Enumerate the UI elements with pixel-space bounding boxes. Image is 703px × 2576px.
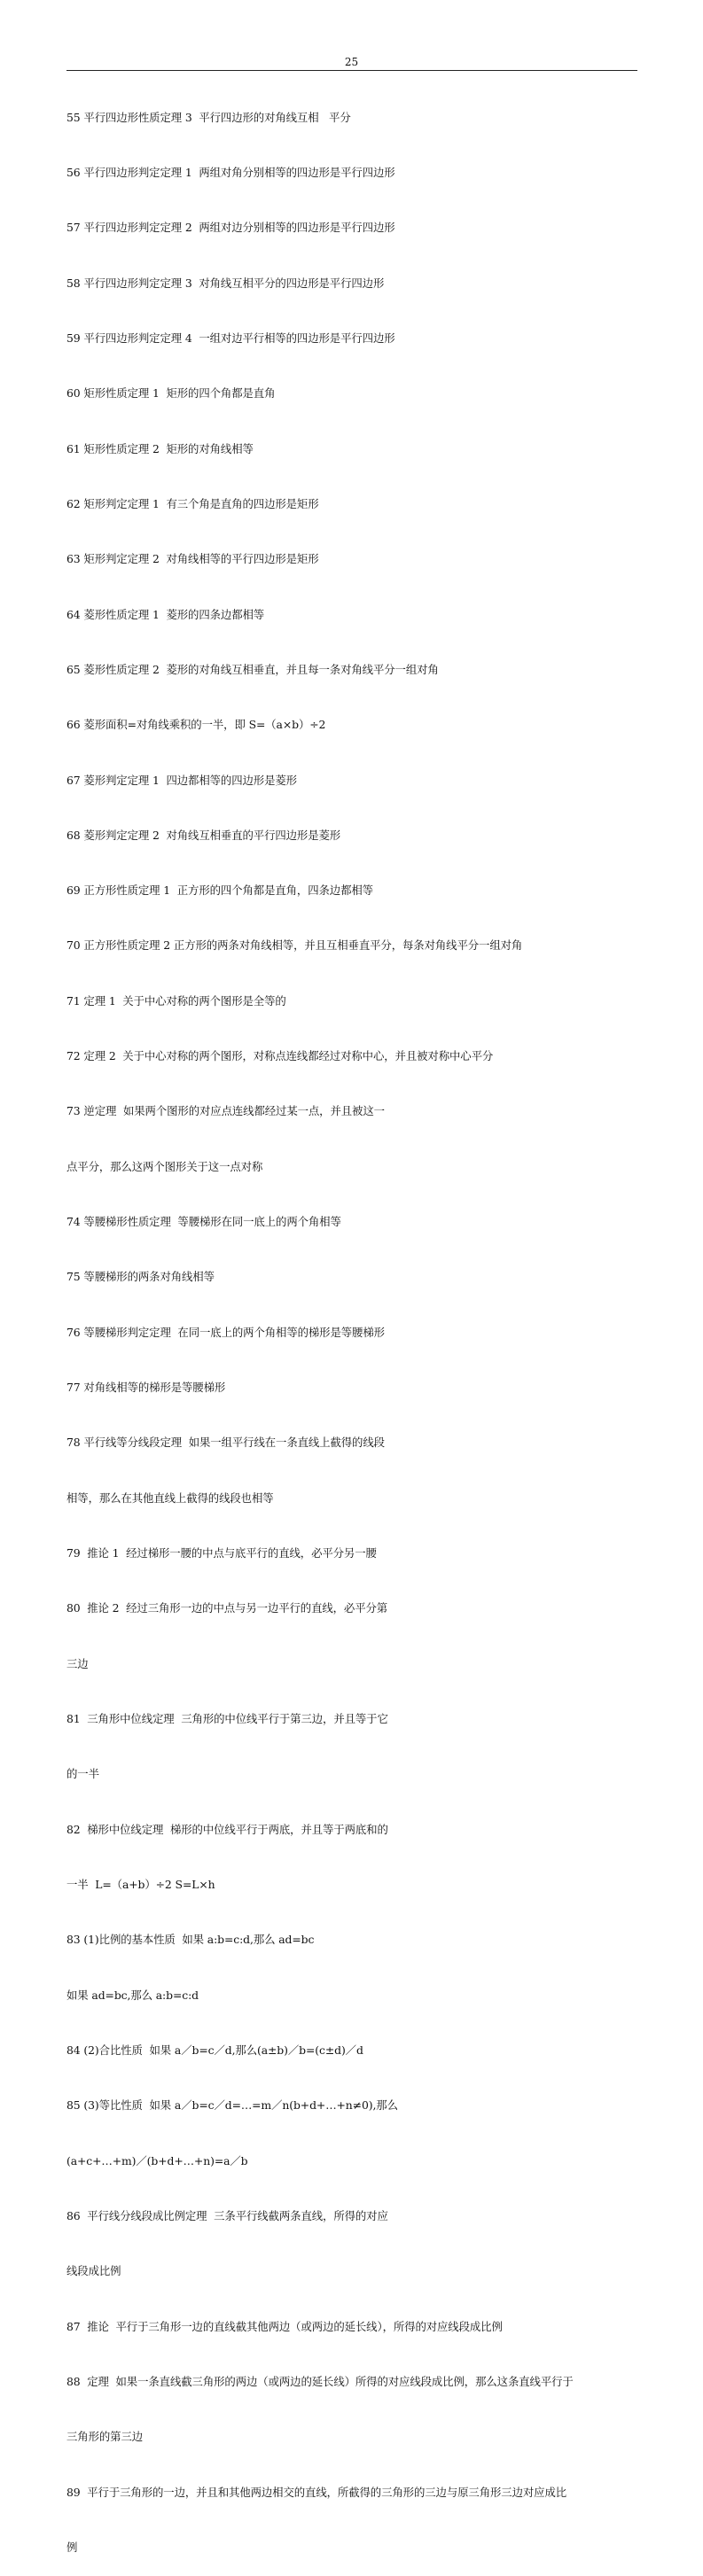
text-line: 55 平行四边形性质定理 3 平行四边形的对角线互相 平分 (66, 110, 351, 124)
text-line: 66 菱形面积=对角线乘积的一半，即 S=（a×b）÷2 (66, 718, 326, 732)
text-line: 82 梯形中位线定理 梯形的中位线平行于两底，并且等于两底和的 (66, 1822, 388, 1836)
text-line: 87 推论 平行于三角形一边的直线截其他两边（或两边的延长线），所得的对应线段成比例 (66, 2319, 503, 2333)
text-line: 88 定理 如果一条直线截三角形的两边（或两边的延长线）所得的对应线段成比例，那么这条直线平行于 (66, 2375, 574, 2389)
text-line: 59 平行四边形判定定理 4 一组对边平行相等的四边形是平行四边形 (66, 331, 395, 345)
text-line: 三角形的第三边 (66, 2430, 144, 2444)
text-line: 三边 (66, 1656, 89, 1670)
text-line: 74 等腰梯形性质定理 等腰梯形在同一底上的两个角相等 (66, 1215, 341, 1229)
text-line: 62 矩形判定定理 1 有三个角是直角的四边形是矩形 (66, 496, 319, 510)
text-line: 84 (2)合比性质 如果 a／b=c／d,那么(a±b)／b=(c±d)／d (66, 2043, 363, 2058)
text-line: 65 菱形性质定理 2 菱形的对角线互相垂直，并且每一条对角线平分一组对角 (66, 662, 439, 676)
page-number: 25 (344, 56, 359, 68)
text-line: (a+c+…+m)／(b+d+…+n)=a／b (66, 2153, 248, 2167)
text-line: 73 逆定理 如果两个图形的对应点连线都经过某一点，并且被这一 (66, 1104, 385, 1118)
text-line: 58 平行四边形判定定理 3 对角线互相平分的四边形是平行四边形 (66, 276, 385, 290)
text-line: 63 矩形判定定理 2 对角线相等的平行四边形是矩形 (66, 552, 319, 566)
text-line: 79 推论 1 经过梯形一腰的中点与底平行的直线，必平分另一腰 (66, 1546, 377, 1560)
text-line: 86 平行线分线段成比例定理 三条平行线截两条直线，所得的对应 (66, 2209, 388, 2223)
text-line: 56 平行四边形判定定理 1 两组对角分别相等的四边形是平行四边形 (66, 165, 395, 179)
text-line: 如果 ad=bc,那么 a:b=c:d (66, 1988, 199, 2002)
text-line: 81 三角形中位线定理 三角形的中位线平行于第三边，并且等于它 (66, 1712, 388, 1726)
text-line: 71 定理 1 关于中心对称的两个图形是全等的 (66, 993, 286, 1008)
text-line: 61 矩形性质定理 2 矩形的对角线相等 (66, 441, 254, 455)
text-line: 83 (1)比例的基本性质 如果 a:b=c:d,那么 ad=bc (66, 1933, 315, 1947)
text-line: 76 等腰梯形判定定理 在同一底上的两个角相等的梯形是等腰梯形 (66, 1325, 385, 1339)
text-line: 77 对角线相等的梯形是等腰梯形 (66, 1381, 226, 1395)
text-line: 例 (66, 2541, 78, 2554)
text-line: 线段成比例 (66, 2264, 121, 2278)
text-line: 64 菱形性质定理 1 菱形的四条边都相等 (66, 607, 265, 621)
document-body (66, 72, 643, 2576)
text-line: 72 定理 2 关于中心对称的两个图形，对称点连线都经过对称中心，并且被对称中心平分 (66, 1049, 494, 1063)
header-rule (66, 70, 637, 71)
text-line: 一半 L=（a+b）÷2 S=L×h (66, 1878, 215, 1892)
text-line: 的一半 (66, 1767, 99, 1781)
text-line: 点平分，那么这两个图形关于这一点对称 (66, 1159, 263, 1173)
text-line: 相等，那么在其他直线上截得的线段也相等 (66, 1490, 274, 1505)
text-line: 60 矩形性质定理 1 矩形的四个角都是直角 (66, 386, 276, 401)
text-line: 67 菱形判定定理 1 四边都相等的四边形是菱形 (66, 773, 297, 787)
text-line: 68 菱形判定定理 2 对角线互相垂直的平行四边形是菱形 (66, 828, 341, 842)
text-line: 80 推论 2 经过三角形一边的中点与另一边平行的直线，必平分第 (66, 1601, 388, 1615)
text-line: 57 平行四边形判定定理 2 两组对边分别相等的四边形是平行四边形 (66, 221, 395, 235)
text-line: 70 正方形性质定理 2 正方形的两条对角线相等，并且互相垂直平分，每条对角线平分一组对角 (66, 938, 523, 953)
text-line: 85 (3)等比性质 如果 a／b=c／d=…=m／n(b+d+…+n≠0),那么 (66, 2098, 398, 2113)
text-line: 78 平行线等分线段定理 如果一组平行线在一条直线上截得的线段 (66, 1436, 385, 1450)
text-line: 89 平行于三角形的一边，并且和其他两边相交的直线，所截得的三角形的三边与原三角形三边对应成比 (66, 2485, 567, 2499)
text-line: 69 正方形性质定理 1 正方形的四个角都是直角，四条边都相等 (66, 883, 373, 898)
text-line: 75 等腰梯形的两条对角线相等 (66, 1270, 215, 1284)
